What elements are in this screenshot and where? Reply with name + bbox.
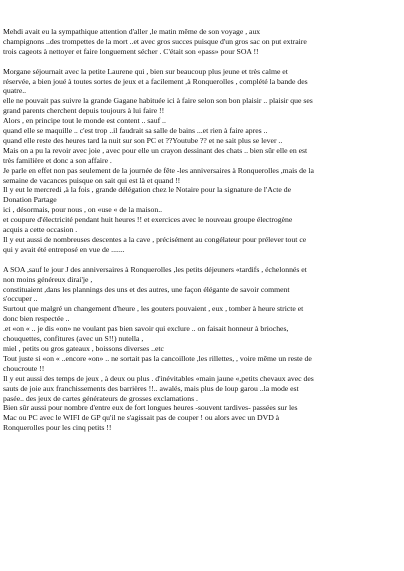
- text-line: Alors , en principe tout le monde est content .. sauf ..: [3, 116, 166, 126]
- text-line: A SOA ,sauf le jour J des anniversaires à Ronquerolles ,les petits déjeuners «tardifs , échelonnés et: [3, 264, 307, 274]
- text-line: réservée, a bien joué à toutes sortes de jeux et a facilement ,à Ronquerolles , complété la bande des: [3, 76, 308, 86]
- text-line: donc bien respectée ..: [3, 314, 70, 324]
- paragraph-gap: [3, 57, 398, 67]
- text-line: Surtout que malgré un changement d'heure , les gouters pouvaient , eux , tomber à heure stricte et: [3, 304, 304, 314]
- paragraph: [3, 67, 398, 255]
- text-line: non moins généreux dirai'je ,: [3, 274, 93, 284]
- text-line: constituaient ,dans les plannings des uns et des autres, une façon élégante de savoir comment: [3, 284, 290, 294]
- document-body: [3, 27, 398, 433]
- text-line: pasée.. des jeux de cartes générateurs de grosses exclamations .: [3, 393, 198, 403]
- text-line: grand parents cherchent depuis toujours à lui faire !!: [3, 106, 165, 116]
- text-line: Il y eut aussi des temps de jeux , à deux ou plus . d'inévitables «main jaune «,petits chevaux avec des: [3, 373, 314, 383]
- text-line: Ronquerolles pour les cinq petits !!: [3, 423, 112, 433]
- text-line: .et «on « .. je dis «on» ne voulant pas bien savoir qui exclure .. on faisait honneur à brioches,: [3, 324, 289, 334]
- text-line: quand elle se maquille .. c'est trop ..il faudrait sa salle de bains ...et rien à faire apres ..: [3, 126, 268, 136]
- text-line: sauts de joie aux franchissements des barrières !!.. awalés, mais plus de loup garou ..la mode est: [3, 383, 299, 393]
- text-line: champignons ..des trompettes de la mort ..et avec gros succes puisque d'un gros sac on put extraire: [3, 36, 307, 46]
- text-line: Donation Partage: [3, 195, 57, 205]
- text-line: Tout juste si «on « ..encore «on» .. ne sortait pas la cancoillote ,les rillettes, , voire même un reste de: [3, 353, 312, 363]
- text-line: miel , petits ou gros gateaux , boissons diverses ..etc: [3, 343, 164, 353]
- text-line: chouquettes, confitures (avec un S!!) nutella ,: [3, 334, 144, 344]
- text-line: trois cageots à nettoyer et faire longuement sécher . C'était son «pass» pour SOA !!: [3, 46, 259, 56]
- paragraph: [3, 265, 398, 433]
- text-line: Mehdi avait eu la sympathique attention d'aller ,le matin même de son voyage , aux: [3, 27, 261, 36]
- text-line: quatre..: [3, 86, 27, 96]
- text-line: Mac ou PC avec le WIFI de GP qu'il ne s'agissait pas de couper ! ou alors avec un DVD à: [3, 413, 280, 423]
- text-line: Je parle en effet non pas seulement de la journée de fête -les anniversaires à Ronquerolles ,mais de la: [3, 165, 314, 175]
- text-line: s'occuper ..: [3, 294, 38, 304]
- text-line: Il y eut aussi de nombreuses descentes a la cave , précisément au congélateur pour prélever tout ce: [3, 235, 307, 245]
- text-line: acquis a cette occasion .: [3, 225, 78, 235]
- text-line: choucroute !!: [3, 363, 45, 373]
- paragraph: [3, 27, 398, 57]
- text-line: très familière et donc a son affaire .: [3, 155, 112, 165]
- text-line: Morgane séjournait avec la petite Laurene qui , bien sur beaucoup plus jeune et très calme et: [3, 66, 288, 76]
- text-line: ici , désormais, pour nous , on «use « de la maison..: [3, 205, 163, 215]
- text-line: Il y eut le mercredi ,à la fois , grande délégation chez le Notaire pour la signature de l'Acte de: [3, 185, 292, 195]
- text-line: elle ne pouvait pas suivre la grande Gagane habituée ici à faire selon son bon plaisir .. plaisir que ses: [3, 96, 313, 106]
- text-line: Mais on a pu la revoir avec joie , avec pour elle un crayon dessinant des chats .. bien sûr elle en est: [3, 145, 308, 155]
- text-line: semaine de vacances puisque on sait qui est là et quand !!: [3, 175, 181, 185]
- text-line: quand elle reste des heures tard la nuit sur son PC et ??Youtube ?? et ne sait plus se lever ..: [3, 135, 283, 145]
- text-line: et coupure d'électricité pendant huit heures !! et exercices avec le nouveau groupe électrogène: [3, 215, 293, 225]
- text-line: Bien sûr aussi pour nombre d'entre eux de fort longues heures -souvent tardives- passées sur les: [3, 403, 298, 413]
- text-line: qui y avait été entreposé en vue de .......: [3, 244, 125, 254]
- paragraph-gap: [3, 255, 398, 265]
